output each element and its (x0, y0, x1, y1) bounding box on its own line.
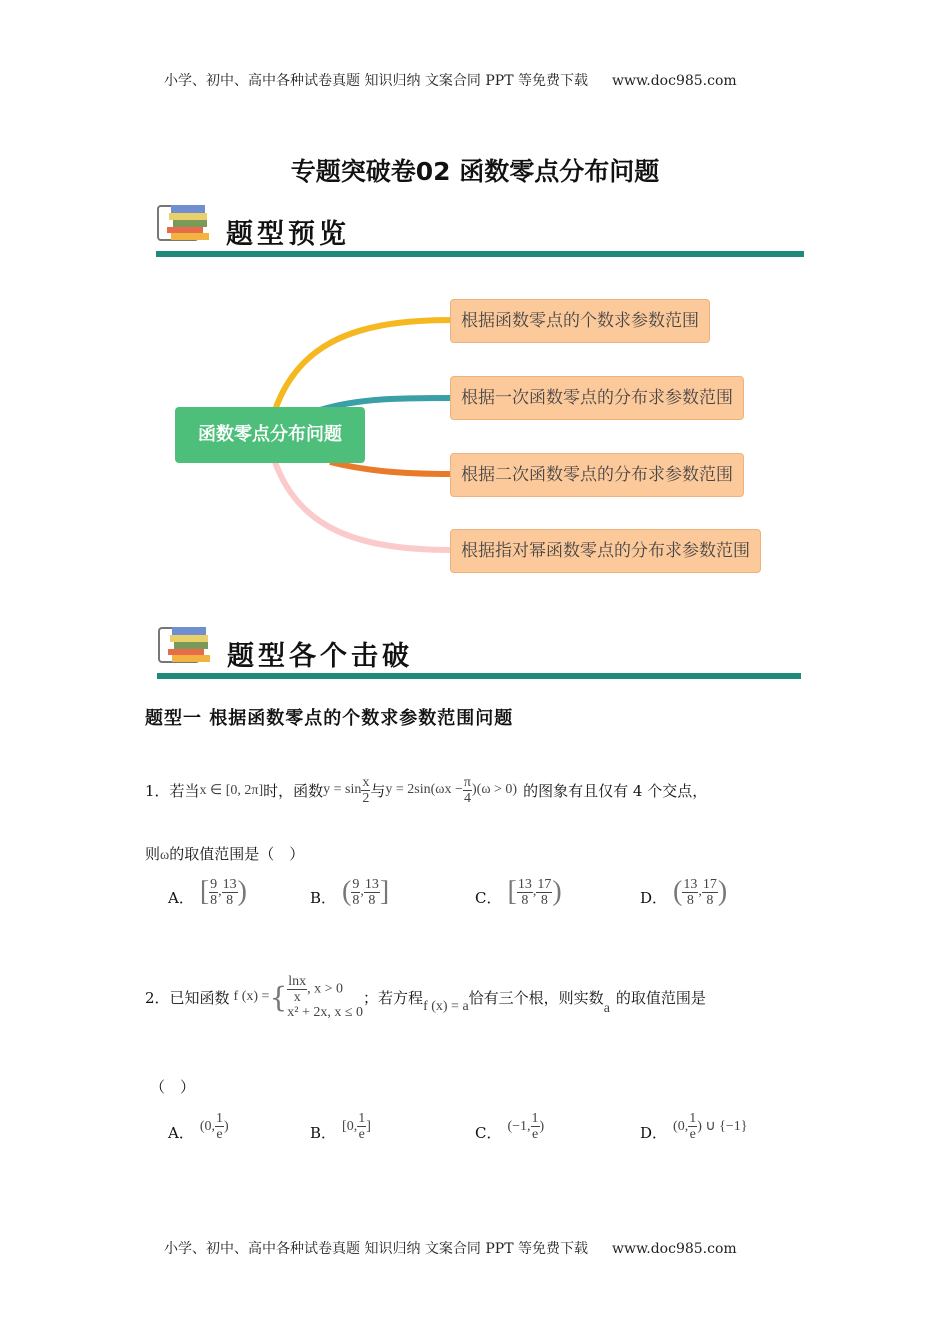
q2-number: 2．已知函数 (145, 988, 230, 1007)
q2-option-b[interactable] (310, 1110, 371, 1143)
text: (0, (673, 1118, 689, 1134)
math-y1: y = sin (323, 782, 362, 797)
bracket: [ (199, 876, 210, 907)
math-a: a (603, 1001, 610, 1016)
denominator: e (531, 1127, 539, 1142)
text: ] (366, 1118, 371, 1134)
numerator: lnx (288, 973, 307, 989)
brace: { (269, 980, 288, 1014)
numerator: 17 (537, 876, 552, 892)
option-label: D． (640, 1124, 668, 1142)
text: 则 (145, 845, 161, 863)
option-label: A． (168, 1124, 194, 1142)
option-value (342, 1111, 371, 1142)
mindmap-branch-2: 根据一次函数零点的分布求参数范围 (450, 376, 744, 420)
numerator: π (463, 774, 471, 790)
numerator: 13 (222, 876, 237, 892)
option-label: B． (310, 889, 337, 907)
mindmap-branch-4: 根据指对幂函数零点的分布求参数范围 (450, 529, 761, 573)
section-divider (157, 673, 801, 679)
option-value: ( $\frac{13}{8}$ , $\frac{17}{8}$ ) (673, 876, 728, 908)
numerator: 13 (683, 876, 698, 892)
text: ) (539, 1118, 545, 1134)
option-label: B． (310, 1124, 337, 1142)
numerator: 9 (352, 876, 360, 892)
text: 的图象有且仅有 4 个交点， (523, 781, 708, 800)
denominator: 8 (368, 892, 376, 908)
q1-option-b[interactable] (310, 876, 389, 908)
bracket: ( (673, 876, 683, 907)
denominator: e (689, 1127, 696, 1142)
denominator: e (358, 1127, 365, 1142)
option-label: C． (475, 889, 502, 907)
math-y2: y = 2sin(ωx − (385, 782, 463, 797)
option-label: C． (475, 1124, 502, 1142)
numerator: 13 (517, 876, 532, 892)
text: 与 (370, 781, 386, 800)
q2-option-d[interactable] (640, 1110, 747, 1143)
numerator: 13 (364, 876, 379, 892)
fraction (463, 775, 472, 806)
bracket: ( (342, 876, 352, 907)
text: ) ∪ {−1} (697, 1119, 748, 1134)
question-1-line-2 (145, 843, 304, 864)
bracket: ] (379, 876, 390, 907)
option-value (673, 1111, 747, 1142)
text: 的取值范围是 (615, 988, 706, 1007)
numerator: 9 (210, 876, 218, 892)
q2-option-a[interactable] (168, 1110, 229, 1143)
denominator: 8 (540, 892, 548, 908)
numerator: 1 (358, 1111, 366, 1126)
option-value: [ $\frac{9}{8}$ , $\frac{13}{8}$ ) (199, 876, 247, 908)
books-icon (158, 625, 212, 665)
math-domain: x ∈ [0, 2π] (199, 782, 264, 798)
q1-option-c[interactable] (475, 876, 562, 908)
numerator: 1 (531, 1111, 539, 1126)
denominator: e (216, 1127, 223, 1142)
numerator: x (362, 774, 370, 790)
header-url: www.doc985.com (611, 73, 737, 89)
text: ) (224, 1118, 229, 1134)
text: ；若方程 (363, 988, 424, 1007)
denominator: 8 (226, 892, 234, 908)
page-footer (164, 1238, 737, 1258)
option-value: [ $\frac{13}{8}$ , $\frac{17}{8}$ ) (507, 876, 562, 908)
denominator: 8 (521, 892, 529, 908)
text: (0, (199, 1118, 216, 1134)
text: 时，函数 (263, 781, 324, 800)
mindmap-center: 函数零点分布问题 (175, 407, 365, 463)
case1-cond: , x > 0 (307, 981, 344, 997)
option-value (507, 1111, 544, 1142)
bracket: ) (552, 876, 562, 907)
fraction (361, 775, 370, 806)
math-y2-end: )(ω > 0) (472, 782, 518, 797)
numerator: 1 (216, 1111, 224, 1126)
question-1-line-1 (145, 760, 707, 820)
option-value (200, 1111, 229, 1142)
text: 的取值范围是（ ） (169, 845, 305, 863)
denominator: 8 (210, 892, 218, 908)
page-title: 专题突破卷02 函数零点分布问题 (290, 157, 660, 186)
q2-answer-paren: （ ） (150, 1078, 196, 1096)
mindmap-branch-1: 根据函数零点的个数求参数范围 (450, 299, 710, 343)
text: 恰有三个根，则实数 (468, 988, 604, 1007)
q1-option-a[interactable] (168, 876, 247, 908)
denominator: 8 (686, 892, 694, 908)
q1-option-d[interactable] (640, 876, 727, 908)
connector-3 (330, 462, 452, 474)
bracket: ) (237, 876, 247, 907)
option-label: D． (640, 889, 668, 907)
header-text: 小学、初中、高中各种试卷真题 知识归纳 文案合同 PPT 等免费下载 (164, 73, 588, 89)
option-label: A． (168, 889, 194, 907)
denominator: 8 (352, 892, 360, 908)
numerator: 17 (702, 876, 717, 892)
math-eq: f (x) = a (423, 999, 469, 1014)
question-2-line-1 (145, 962, 706, 1032)
math-fx: f (x) = (233, 989, 270, 1004)
denominator: 2 (362, 790, 370, 806)
math-omega: ω (160, 848, 170, 863)
piecewise (287, 974, 363, 1021)
bracket: ) (717, 876, 728, 907)
q1-number: 1．若当 (145, 781, 200, 800)
section-title-preview: 题型预览 (226, 219, 350, 250)
footer-text: 小学、初中、高中各种试卷真题 知识归纳 文案合同 PPT 等免费下载 (164, 1241, 588, 1257)
option-value: ( $\frac{9}{8}$ , $\frac{13}{8}$ ] (342, 876, 390, 908)
mindmap-branch-3: 根据二次函数零点的分布求参数范围 (450, 453, 744, 497)
text: (−1, (507, 1118, 531, 1134)
bracket: [ (507, 876, 517, 907)
type1-heading: 题型一 根据函数零点的个数求参数范围问题 (145, 708, 514, 729)
numerator: 1 (689, 1111, 697, 1126)
denominator: 8 (706, 892, 714, 908)
q2-option-c[interactable] (475, 1110, 544, 1143)
case2: x² + 2x, x ≤ 0 (287, 1004, 364, 1020)
denominator: 4 (463, 790, 471, 806)
footer-url: www.doc985.com (611, 1241, 737, 1257)
section-title-breakthrough: 题型各个击破 (227, 641, 413, 672)
text: [0, (342, 1118, 358, 1134)
denominator: x (293, 989, 301, 1005)
